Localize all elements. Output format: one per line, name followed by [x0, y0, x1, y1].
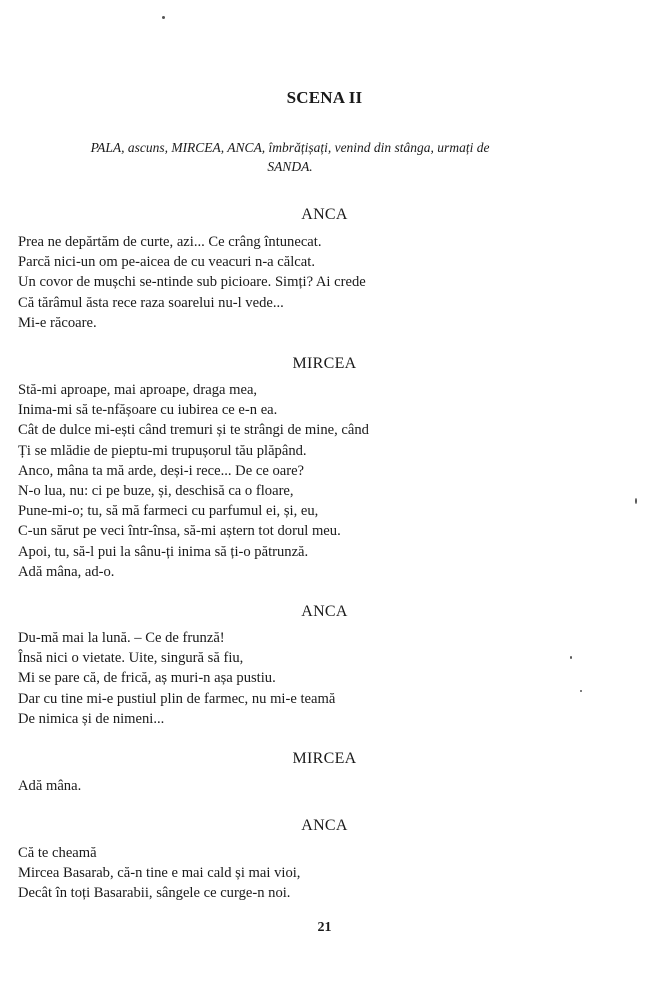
verse-line: Un covor de mușchi se-ntinde sub picioare. Simți? Ai crede — [18, 274, 366, 291]
verse-line: Că tărâmul ăsta rece raza soarelui nu-l vede... — [18, 294, 284, 311]
verse-line: Stă-mi aproape, mai aproape, draga mea, — [18, 382, 258, 398]
speaker-name: ANCA — [301, 817, 348, 834]
scan-speck — [580, 690, 582, 692]
verse-line: Pune-mi-o; tu, să mă farmeci cu parfumul ei, și, eu, — [18, 503, 319, 520]
verse-line: Inima-mi să te-nfășoare cu iubirea ce e-n ea. — [18, 402, 278, 419]
verse-block — [18, 232, 518, 333]
verse-line: Anco, mâna ta mă arde, deși-i rece... De ce oare? — [18, 462, 305, 479]
verse-line: Dar cu tine mi-e pustiul plin de farmec, nu mi-e teamă — [18, 690, 336, 707]
speaker-name: ANCA — [301, 206, 348, 223]
scan-speck — [162, 16, 165, 19]
verse-line: Mi-e răcoare. — [18, 314, 97, 331]
verse-line: Însă nici o vietate. Uite, singură să fiu, — [18, 650, 244, 667]
verse-line: Apoi, tu, să-l pui la sânu-ți inima să ți-o pătrunză. — [18, 543, 309, 560]
verse-line: Decât în toți Basarabii, sângele ce curge-n noi. — [18, 885, 291, 902]
scan-speck — [635, 498, 637, 504]
verse-line: Mircea Basarab, că-n tine e mai cald și mai vioi, — [18, 865, 301, 882]
speaker-name: ANCA — [301, 603, 348, 620]
scene-title: SCENA II — [286, 88, 363, 107]
verse-line: Că te cheamă — [18, 845, 97, 861]
stage-direction: PALA, ascuns, MIRCEA, ANCA, îmbrățișați, venind din stânga, urmați de SANDA. — [90, 140, 490, 174]
verse-line: Mi se pare că, de frică, aș muri-n așa pustiu. — [18, 670, 276, 687]
verse-line: De nimica și de nimeni... — [18, 710, 165, 727]
speaker-name: MIRCEA — [292, 355, 357, 372]
verse-block — [18, 380, 518, 582]
verse-line: Cât de dulce mi-ești când tremuri și te strângi de mine, când — [18, 422, 369, 439]
verse-line: Prea ne depărtăm de curte, azi... Ce crâng întunecat. — [18, 234, 322, 250]
verse-block — [18, 628, 518, 729]
verse-line: Ți se mlădie de pieptu-mi trupușorul tău plăpând. — [18, 442, 307, 459]
verse-line: Du-mă mai la lună. – Ce de frunză! — [18, 630, 225, 646]
verse-block — [18, 843, 518, 904]
scan-speck — [570, 656, 572, 659]
speaker-name: MIRCEA — [292, 750, 357, 767]
verse-block — [18, 776, 518, 796]
verse-line: Adă mâna, ad-o. — [18, 563, 115, 580]
verse-line: Adă mâna. — [18, 778, 82, 794]
verse-line: Parcă nici-un om pe-aicea de cu veacuri n-a călcat. — [18, 254, 315, 271]
verse-line: C-un sărut pe veci într-însa, să-mi aștern tot dorul meu. — [18, 523, 341, 540]
page-number: 21 — [317, 920, 332, 935]
verse-line: N-o lua, nu: ci pe buze, și, deschisă ca o floare, — [18, 483, 294, 500]
